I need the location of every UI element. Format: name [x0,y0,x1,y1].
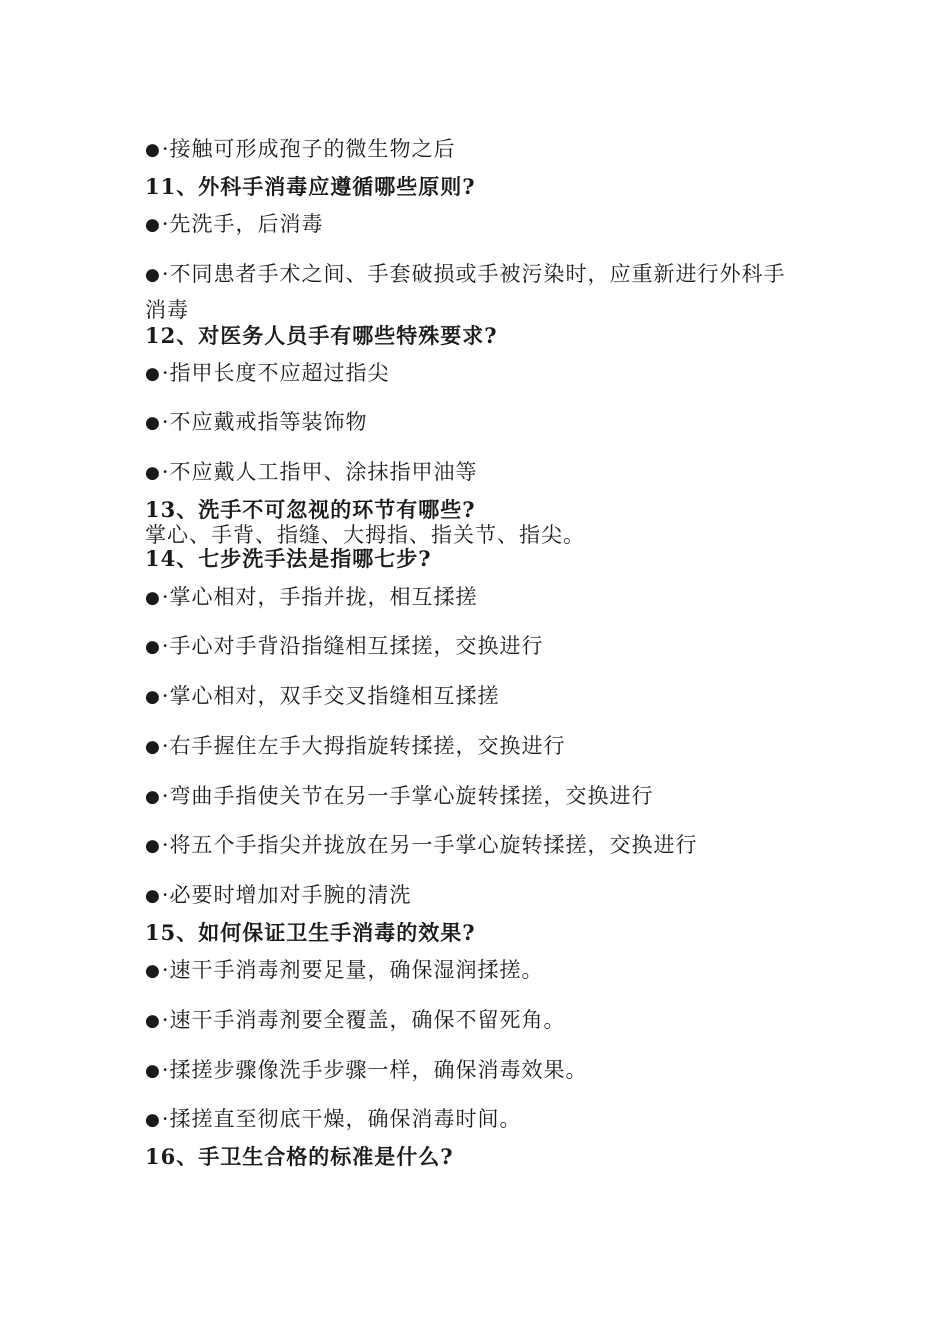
bullet-icon: ● [145,140,161,160]
bullet-icon: ● [145,1061,161,1081]
list-item: ●·掌心相对，双手交叉指缝相互揉搓 [145,684,500,708]
bullet-icon: ● [145,413,161,433]
bullet-icon: ● [145,737,161,757]
bullet-icon: ● [145,1011,161,1031]
section-heading-15: 15、如何保证卫生手消毒的效果? [145,920,476,945]
list-item: ●·揉搓步骤像洗手步骤一样，确保消毒效果。 [145,1058,588,1082]
bullet-icon: ● [145,961,161,981]
bullet-icon: ● [145,886,161,906]
list-item: ●·接触可形成孢子的微生物之后 [145,137,456,161]
bullet-icon: ● [145,1110,161,1130]
section-heading-13: 13、洗手不可忽视的环节有哪些? [145,497,476,522]
list-item: ●·掌心相对，手指并拢，相互揉搓 [145,585,478,609]
list-item: ●·将五个手指尖并拢放在另一手掌心旋转揉搓，交换进行 [145,833,698,857]
section-heading-14: 14、七步洗手法是指哪七步? [145,546,432,571]
list-item: ●·手心对手背沿指缝相互揉搓，交换进行 [145,634,544,658]
list-item-continuation: 消毒 [145,298,189,322]
list-item: ●·速干手消毒剂要足量，确保湿润揉搓。 [145,958,544,982]
list-item: ●·揉搓直至彻底干燥，确保消毒时间。 [145,1107,522,1131]
list-item: ●·先洗手，后消毒 [145,212,324,236]
list-item: ●·右手握住左手大拇指旋转揉搓，交换进行 [145,734,566,758]
bullet-icon: ● [145,687,161,707]
bullet-icon: ● [145,588,161,608]
bullet-icon: ● [145,265,161,285]
list-item: ●·速干手消毒剂要全覆盖，确保不留死角。 [145,1008,566,1032]
list-item: ●·弯曲手指使关节在另一手掌心旋转揉搓，交换进行 [145,784,654,808]
bullet-icon: ● [145,787,161,807]
list-item: ●·不应戴人工指甲、涂抹指甲油等 [145,460,478,484]
list-item: ●·必要时增加对手腕的清洗 [145,883,412,907]
section-heading-16: 16、手卫生合格的标准是什么? [145,1144,454,1169]
section-heading-11: 11、外科手消毒应遵循哪些原则? [145,174,476,199]
list-item: ●·不应戴戒指等装饰物 [145,410,368,434]
list-item: ●·不同患者手术之间、手套破损或手被污染时，应重新进行外科手 [145,262,786,286]
bullet-icon: ● [145,637,161,657]
answer-text: 掌心、手背、指缝、大拇指、指关节、指尖。 [145,523,585,547]
bullet-icon: ● [145,215,161,235]
bullet-icon: ● [145,463,161,483]
bullet-icon: ● [145,364,161,384]
bullet-icon: ● [145,836,161,856]
list-item: ●·指甲长度不应超过指尖 [145,361,390,385]
section-heading-12: 12、对医务人员手有哪些特殊要求? [145,323,498,348]
